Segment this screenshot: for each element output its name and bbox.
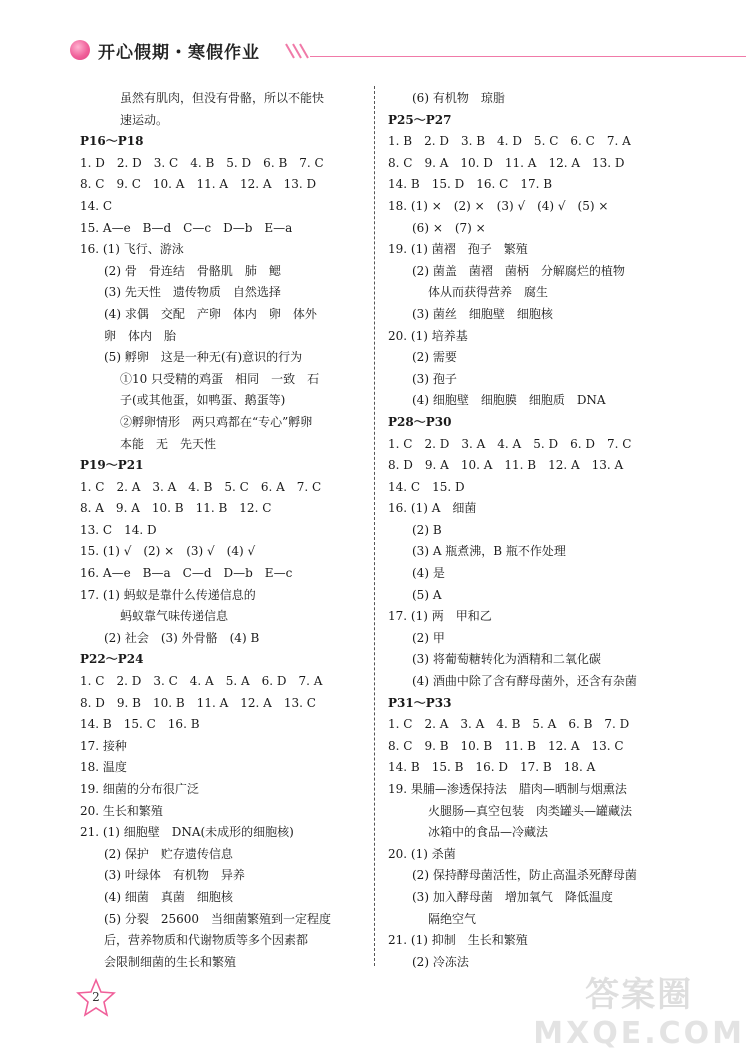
column-divider xyxy=(374,86,375,966)
answer-line: 1. C 2. A 3. A 4. B 5. C 6. A 7. C xyxy=(80,479,322,494)
watermark-logo-text: 答案圈 xyxy=(585,975,694,1015)
answer-line: 本能 无 先天性 xyxy=(120,436,217,451)
answer-line: (3) 叶绿体 有机物 异养 xyxy=(104,868,245,883)
answer-line: 虽然有肌肉，但没有骨骼，所以不能快 xyxy=(120,91,325,105)
answer-line: (5) 孵卵 这是一种无(有)意识的行为 xyxy=(104,350,303,365)
answer-line: 1. D 2. D 3. C 4. B 5. D 6. B 7. C xyxy=(80,155,324,170)
pink-circle-icon xyxy=(70,40,90,60)
answer-line: (4) 是 xyxy=(412,566,445,581)
answer-line: (2) 菌盖 菌褶 菌柄 分解腐烂的植物 xyxy=(412,263,625,278)
answer-line: 18. (1) × (2) × (3) √ (4) √ (5) × xyxy=(388,198,609,213)
answer-line: 14. B 15. C 16. B xyxy=(80,717,200,732)
answer-line: (4) 酒曲中除了含有酵母菌外，还含有杂菌 xyxy=(412,674,637,689)
answer-line: (3) 加入酵母菌 增加氧气 降低温度 xyxy=(412,889,613,904)
answer-line: (4) 细菌 真菌 细胞核 xyxy=(104,889,233,904)
answer-line: 14. B 15. B 16. D 17. B 18. A xyxy=(388,760,596,775)
answer-line: 14. C xyxy=(80,198,113,213)
answer-line: (2) 保护 贮存遗传信息 xyxy=(104,846,233,861)
answer-line: 8. D 9. B 10. B 11. A 12. A 13. C xyxy=(80,695,316,710)
section-heading: P22～P24 xyxy=(80,652,144,667)
answer-line: 速运动。 xyxy=(120,112,169,127)
answer-line: (5) A xyxy=(412,587,442,602)
answer-line: 18. 温度 xyxy=(80,760,127,775)
answer-line: 体从而获得营养 腐生 xyxy=(428,285,549,300)
answer-line: 卵 体内 胎 xyxy=(104,328,177,343)
answer-line: 20. (1) 培养基 xyxy=(388,328,468,343)
answer-line: ②孵卵情形 两只鸡都在“专心”孵卵 xyxy=(120,414,313,429)
answer-line: 1. B 2. D 3. B 4. D 5. C 6. C 7. A xyxy=(388,134,631,149)
answer-line: 蚂蚁靠气味传递信息 xyxy=(120,609,229,624)
answer-line: (3) 孢子 xyxy=(412,371,457,386)
header-title: 开心假期・寒假作业 xyxy=(98,43,260,63)
answer-line: 16. (1) A 细菌 xyxy=(388,501,477,516)
answer-line: 子(或其他蛋，如鸭蛋、鹅蛋等) xyxy=(120,393,286,408)
answer-line: 14. B 15. D 16. C 17. B xyxy=(388,177,553,192)
answer-line: 8. C 9. B 10. B 11. B 12. A 13. C xyxy=(388,738,624,753)
answer-line: (3) 先天性 遗传物质 自然选择 xyxy=(104,285,281,300)
answer-line: 20. (1) 杀菌 xyxy=(388,846,456,861)
section-heading: P31～P33 xyxy=(388,695,452,710)
answer-line: 17. (1) 两 甲和乙 xyxy=(388,609,492,624)
answer-line: 21. (1) 细胞壁 DNA(未成形的细胞核) xyxy=(80,825,294,840)
page-number: 2 xyxy=(92,990,100,1004)
answer-line: (2) 社会 (3) 外骨骼 (4) B xyxy=(104,630,260,645)
section-heading: P25～P27 xyxy=(388,112,452,127)
answer-line: 17. 接种 xyxy=(80,738,127,753)
watermark xyxy=(533,967,745,1051)
answer-line: 16. A—e B—a C—d D—b E—c xyxy=(80,566,293,581)
answer-line: 17. (1) 蚂蚁是靠什么传递信息的 xyxy=(80,587,256,602)
answer-line: (3) 菌丝 细胞壁 细胞核 xyxy=(412,306,553,321)
right-column xyxy=(388,88,688,973)
answer-line: 8. D 9. A 10. A 11. B 12. A 13. A xyxy=(388,458,624,473)
left-column xyxy=(80,88,370,973)
answer-line: (2) 保持酵母菌活性，防止高温杀死酵母菌 xyxy=(412,868,637,883)
answer-line: (2) B xyxy=(412,522,442,537)
answer-line: 火腿肠—真空包装 肉类罐头—罐藏法 xyxy=(428,803,633,818)
section-heading: P28～P30 xyxy=(388,414,452,429)
answer-line: 隔绝空气 xyxy=(428,911,477,926)
answer-line: 1. C 2. A 3. A 4. B 5. A 6. B 7. D xyxy=(388,717,630,732)
header-rule xyxy=(310,56,746,57)
answer-line: 后，营养物质和代谢物质等多个因素都 xyxy=(104,933,309,948)
slash-decoration-icon xyxy=(284,42,312,62)
answer-line: (3) A 瓶煮沸，B 瓶不作处理 xyxy=(412,544,566,559)
answer-line: 8. C 9. A 10. D 11. A 12. A 13. D xyxy=(388,155,625,170)
answer-line: 冰箱中的食品—冷藏法 xyxy=(428,825,549,840)
answer-line: (4) 求偶 交配 产卵 体内 卵 体外 xyxy=(104,306,317,321)
answer-line: (4) 细胞壁 细胞膜 细胞质 DNA xyxy=(412,393,606,408)
answer-line: 19. 细菌的分布很广泛 xyxy=(80,782,199,796)
answer-line: 8. A 9. A 10. B 11. B 12. C xyxy=(80,501,272,516)
answer-line: 16. (1) 飞行、游泳 xyxy=(80,242,184,257)
answer-line: 19. 果脯—渗透保持法 腊肉—晒制与烟熏法 xyxy=(388,782,627,796)
section-heading: P19～P21 xyxy=(80,458,144,473)
section-heading: P16～P18 xyxy=(80,134,144,149)
page-number-badge xyxy=(76,978,116,1018)
answer-line: (2) 冷冻法 xyxy=(412,954,469,969)
answer-line: 会限制细菌的生长和繁殖 xyxy=(104,954,237,969)
answer-line: 20. 生长和繁殖 xyxy=(80,803,163,818)
page-header xyxy=(70,34,680,70)
answer-line: (2) 甲 xyxy=(412,630,445,645)
answer-line: 15. (1) √ (2) × (3) √ (4) √ xyxy=(80,544,256,559)
answer-line: 15. A—e B—d C—c D—b E—a xyxy=(80,220,293,235)
answer-line: (6) 有机物 琼脂 xyxy=(412,91,505,105)
answer-line: 13. C 14. D xyxy=(80,522,157,537)
answer-line: 1. C 2. D 3. A 4. A 5. D 6. D 7. C xyxy=(388,436,632,451)
answer-line: (6) × (7) × xyxy=(412,220,486,235)
answer-line: 8. C 9. C 10. A 11. A 12. A 13. D xyxy=(80,177,317,192)
answer-line: 19. (1) 菌褶 孢子 繁殖 xyxy=(388,242,528,257)
answer-line: (2) 需要 xyxy=(412,350,457,365)
answer-line: (2) 骨 骨连结 骨骼肌 肺 鳃 xyxy=(104,263,281,278)
answer-line: (5) 分裂 25600 当细菌繁殖到一定程度 xyxy=(104,911,331,926)
answer-line: ①10 只受精的鸡蛋 相同 一致 石 xyxy=(120,371,320,386)
answer-line: 21. (1) 抑制 生长和繁殖 xyxy=(388,933,528,948)
answer-line: 1. C 2. D 3. C 4. A 5. A 6. D 7. A xyxy=(80,674,323,689)
answer-line: 14. C 15. D xyxy=(388,479,465,494)
answer-line: (3) 将葡萄糖转化为酒精和二氧化碳 xyxy=(412,652,601,667)
watermark-site: MXQE.COM xyxy=(533,1016,745,1051)
